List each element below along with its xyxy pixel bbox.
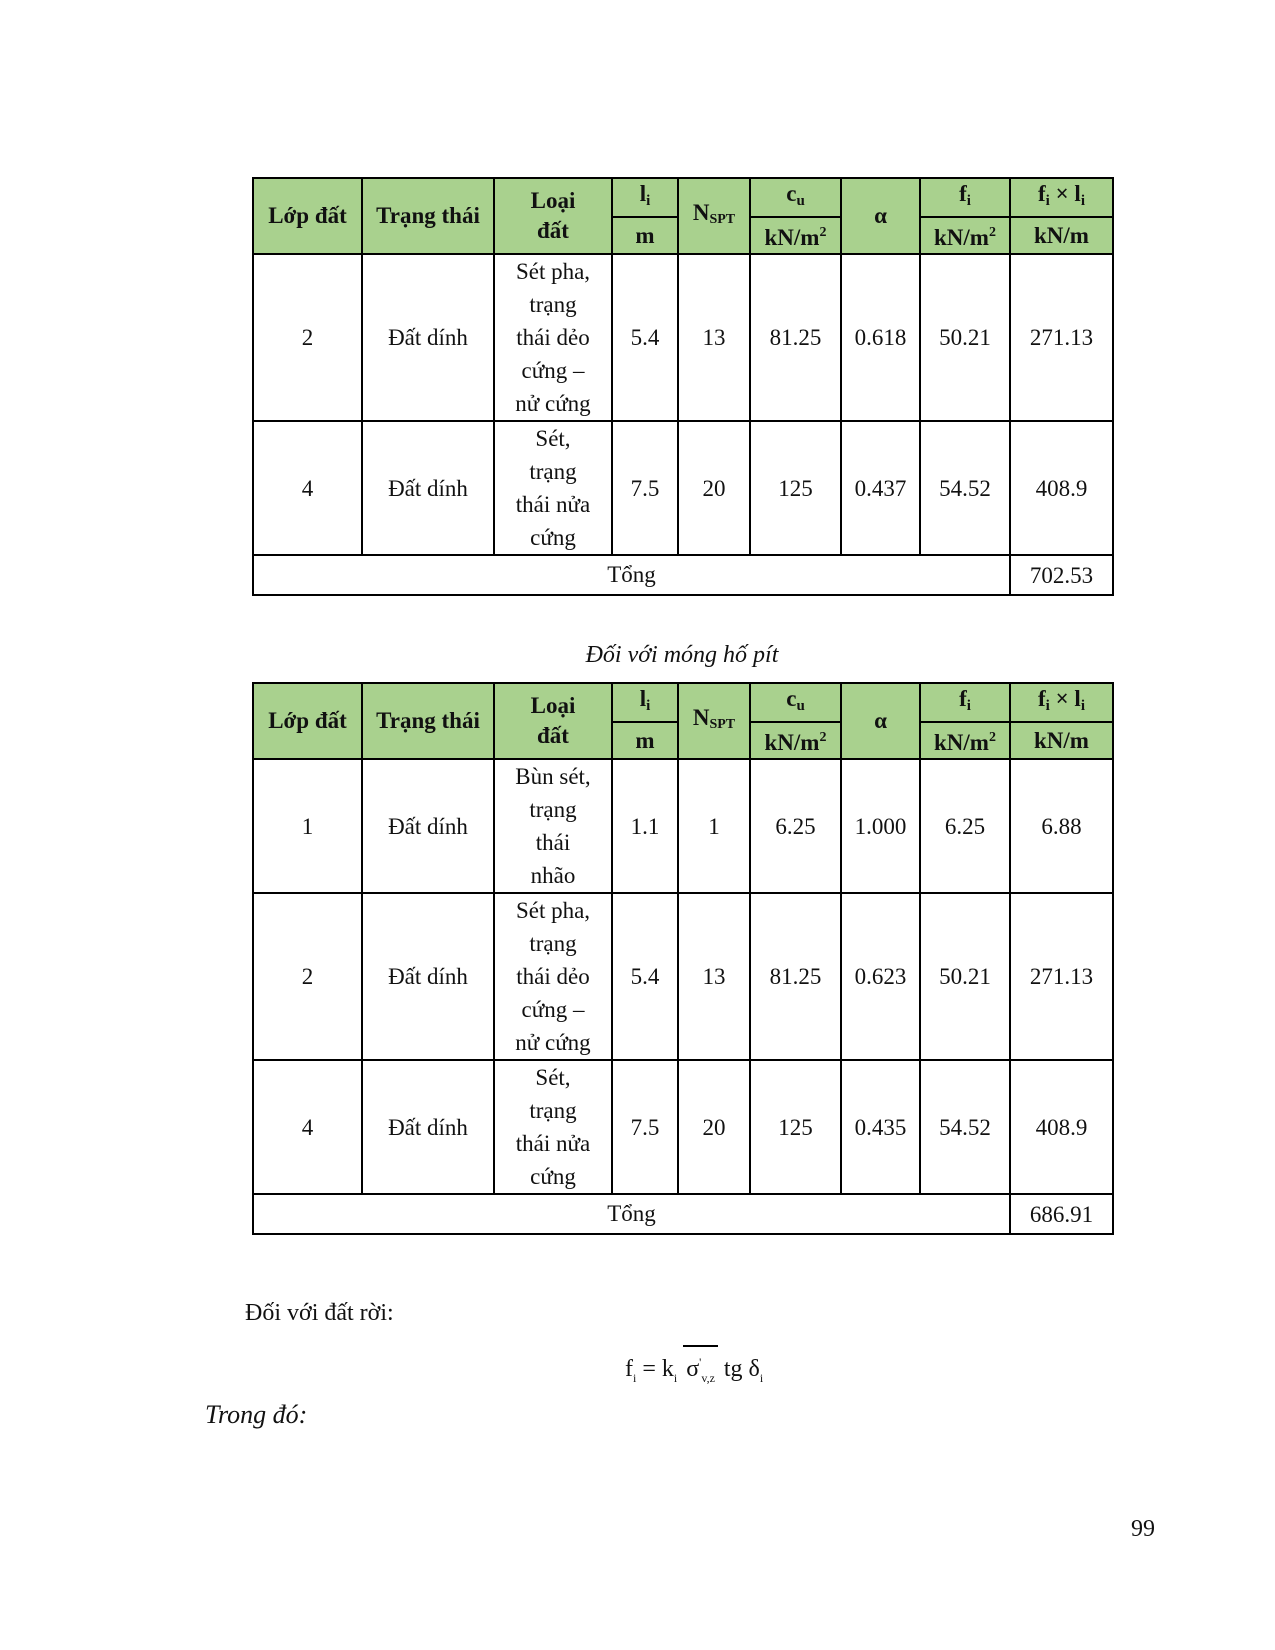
header-loai-dat: Loại đất (494, 178, 612, 254)
table-row (253, 421, 1113, 555)
cell-loai: Sét pha, trạng thái dẻo cứng – nử cứng (494, 893, 612, 1060)
cell-nspt: 20 (678, 421, 750, 555)
cell-trang-thai: Đất dính (362, 759, 494, 893)
cell-li: 1.1 (612, 759, 678, 893)
cell-trang-thai: Đất dính (362, 893, 494, 1060)
friction-table-1 (252, 177, 1114, 596)
cell-cu: 6.25 (750, 759, 841, 893)
paragraph-dat-roi: Đối với đất rời: (245, 1300, 394, 1326)
cell-loai: Sét pha, trạng thái dẻo cứng – nử cứng (494, 254, 612, 421)
cell-trang-thai: Đất dính (362, 254, 494, 421)
table-caption: Đối với móng hố pít (585, 642, 779, 668)
cell-fi: 50.21 (920, 254, 1010, 421)
cell-alpha: 0.437 (841, 421, 920, 555)
cell-li: 5.4 (612, 254, 678, 421)
total-value: 702.53 (1010, 555, 1113, 595)
cell-loai: Bùn sét, trạng thái nhão (494, 759, 612, 893)
cell-fi: 50.21 (920, 893, 1010, 1060)
table-row (253, 254, 1113, 421)
total-row (253, 555, 1113, 595)
cell-li: 7.5 (612, 421, 678, 555)
cell-li: 7.5 (612, 1060, 678, 1194)
cell-lop: 4 (253, 1060, 362, 1194)
cell-alpha: 0.435 (841, 1060, 920, 1194)
cell-trang-thai: Đất dính (362, 421, 494, 555)
unit-fi: $kN/m^2$ (920, 217, 1010, 254)
total-label: Tổng (253, 1194, 1010, 1234)
header-nspt: NSPT (678, 178, 750, 254)
table-row (253, 759, 1113, 893)
cell-lop: 2 (253, 893, 362, 1060)
cell-trang-thai: Đất dính (362, 1060, 494, 1194)
cell-fili: 408.9 (1010, 1060, 1113, 1194)
cell-cu: 125 (750, 1060, 841, 1194)
cell-fili: 271.13 (1010, 254, 1113, 421)
header-li: $l_i$ (612, 178, 678, 217)
header-trang-thai: Trạng thái (362, 683, 494, 759)
cell-fili: 271.13 (1010, 893, 1113, 1060)
header-trang-thai: Trạng thái (362, 178, 494, 254)
unit-li: m (612, 217, 678, 254)
cell-alpha: 1.000 (841, 759, 920, 893)
cell-li: 5.4 (612, 893, 678, 1060)
cell-nspt: 1 (678, 759, 750, 893)
cell-loai: Sét, trạng thái nửa cứng (494, 421, 612, 555)
table-row (253, 893, 1113, 1060)
cell-nspt: 13 (678, 254, 750, 421)
sigma-overline: $\sigma'_{v,z}$ (683, 1345, 718, 1391)
cell-cu: 81.25 (750, 254, 841, 421)
header-nspt: NSPT (678, 683, 750, 759)
unit-fili: kN/m (1010, 722, 1113, 759)
cell-fili: 6.88 (1010, 759, 1113, 893)
unit-fili: kN/m (1010, 217, 1113, 254)
cell-fi: 54.52 (920, 1060, 1010, 1194)
cell-nspt: 20 (678, 1060, 750, 1194)
cell-cu: 81.25 (750, 893, 841, 1060)
header-lop-dat: Lớp đất (253, 683, 362, 759)
cell-fi: 54.52 (920, 421, 1010, 555)
total-value: 686.91 (1010, 1194, 1113, 1234)
header-cu: $c_u$ (750, 683, 841, 722)
header-cu: $c_u$ (750, 178, 841, 217)
unit-cu: $kN/m^2$ (750, 722, 841, 759)
total-label: Tổng (253, 555, 1010, 595)
header-row (253, 683, 1113, 722)
unit-li: m (612, 722, 678, 759)
header-loai-dat: Loại đất (494, 683, 612, 759)
cell-loai: Sét, trạng thái nửa cứng (494, 1060, 612, 1194)
page-number: 99 (1131, 1516, 1155, 1542)
header-li: $l_i$ (612, 683, 678, 722)
cell-fili: 408.9 (1010, 421, 1113, 555)
total-row (253, 1194, 1113, 1234)
header-fi: $f_i$ (920, 683, 1010, 722)
unit-fi: $kN/m^2$ (920, 722, 1010, 759)
header-row (253, 178, 1113, 217)
formula: $f_i = k_i$ $\sigma'_{v,z}$ tg $\delta_i$ (625, 1345, 763, 1391)
table-row (253, 1060, 1113, 1194)
cell-lop: 4 (253, 421, 362, 555)
header-alpha: α (841, 178, 920, 254)
header-lop-dat: Lớp đất (253, 178, 362, 254)
cell-alpha: 0.618 (841, 254, 920, 421)
header-fili: $f_i \times l_i$ (1010, 178, 1113, 217)
cell-cu: 125 (750, 421, 841, 555)
cell-fi: 6.25 (920, 759, 1010, 893)
header-fili: $f_i \times l_i$ (1010, 683, 1113, 722)
trong-do-label: Trong đó: (205, 1400, 308, 1429)
cell-lop: 1 (253, 759, 362, 893)
header-alpha: α (841, 683, 920, 759)
header-fi: $f_i$ (920, 178, 1010, 217)
cell-lop: 2 (253, 254, 362, 421)
friction-table-2 (252, 682, 1114, 1235)
cell-alpha: 0.623 (841, 893, 920, 1060)
cell-nspt: 13 (678, 893, 750, 1060)
unit-cu: $kN/m^2$ (750, 217, 841, 254)
